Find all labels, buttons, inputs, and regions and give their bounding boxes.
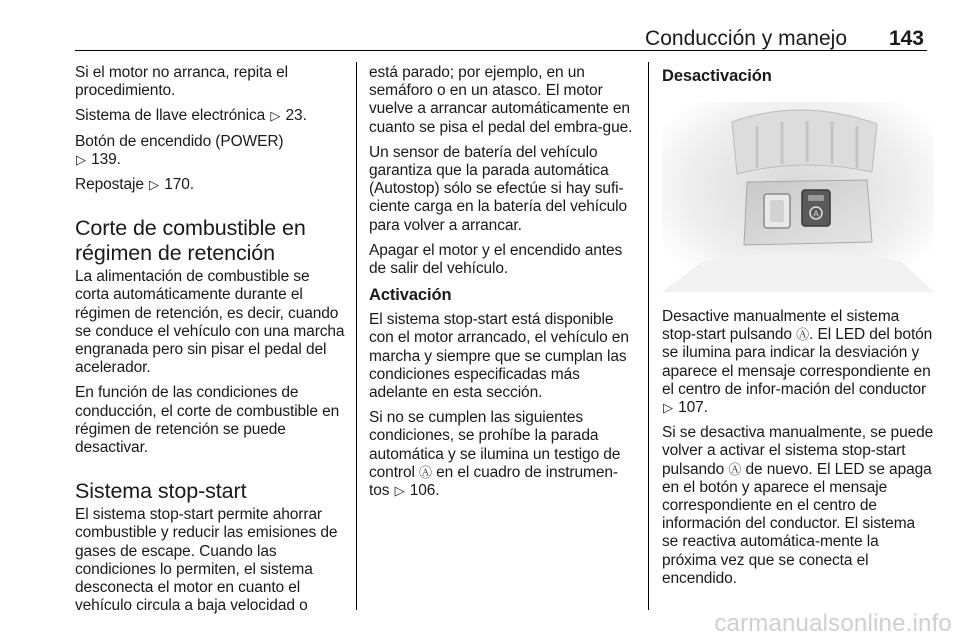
column-middle <box>369 64 634 507</box>
paragraph: El sistema stop-start está disponible con el motor arrancado, el vehículo en marcha y siempre que se cumplan las condiciones especificadas más adelante en esta sección. <box>369 311 629 402</box>
autostop-indicator-icon: Ⓐ <box>419 464 432 480</box>
page-header <box>75 28 927 51</box>
stop-start-button-illustration <box>662 102 934 292</box>
paragraph: Apagar el motor y el encendido antes de salir del vehículo. <box>369 241 623 278</box>
page-reference[interactable]: 107. <box>678 399 708 417</box>
section-heading-stop-start: Sistema stop-start <box>75 479 247 504</box>
cross-reference-arrow-icon: ▷ <box>394 483 405 499</box>
cross-reference-arrow-icon: ▷ <box>76 151 86 167</box>
page-reference[interactable]: 139. <box>91 150 121 168</box>
column-divider <box>648 62 649 610</box>
paragraph: Si se desactiva manualmente, se puede volver a activar el sistema stop-start pulsando Ⓐ de nuevo. El LED se apaga en el botón y aparece el mensaje correspondiente en el centro de información del conductor. El sistema se reactiva automática-mente la próxima vez que se conecta el encendido. <box>662 424 934 587</box>
svg-text:A: A <box>813 209 819 219</box>
dashboard-switch-panel-image <box>662 102 934 292</box>
paragraph: Desactive manualmente el sistema stop-start pulsando Ⓐ. El LED del botón se ilumina para indicar la desviación y aparece el mensaje correspondiente en el centro de infor-mación del conductor ▷ 107. <box>662 308 933 417</box>
subheading-activation: Activación <box>369 286 452 305</box>
page-reference[interactable]: 23. <box>285 107 307 125</box>
paragraph: El sistema stop-start permite ahorrar combustible y reducir las emisiones de gases de escape. Cuando las condiciones lo permiten, el sistema desconecta el motor en cuanto el vehículo circula a baja velocidad o <box>75 506 338 615</box>
paragraph: Un sensor de batería del vehículo garantiza que la parada automática (Autostop) sólo se efectúe si hay sufi-ciente carga en la batería del vehículo para volver a arrancar. <box>369 143 628 234</box>
paragraph: En función de las condiciones de conducción, el corte de combustible en régimen de retención se puede desactivar. <box>75 384 340 457</box>
paragraph: Sistema de llave electrónica ▷ 23. <box>75 107 307 125</box>
column-left <box>75 64 347 622</box>
paragraph: Si no se cumplen las siguientes condiciones, se prohíbe la parada automática y se ilumina un testigo de control Ⓐ en el cuadro de instrumen-tos ▷ 106. <box>369 409 621 500</box>
subheading-deactivation: Desactivación <box>662 67 772 85</box>
header-title: Conducción y manejo <box>645 27 847 50</box>
column-right <box>662 64 934 595</box>
paragraph: Repostaje ▷ 170. <box>75 176 195 194</box>
column-divider <box>356 62 357 610</box>
paragraph: La alimentación de combustible se corta automáticamente durante el régimen de retención, es decir, cuando se conduce el vehículo con una marcha engranada pero sin pisar el pedal del acelerador. <box>75 268 345 377</box>
page-reference[interactable]: 106. <box>409 482 440 500</box>
cross-reference-arrow-icon: ▷ <box>270 108 281 124</box>
paragraph: Botón de encendido (POWER) ▷ 139. <box>75 132 284 168</box>
watermark-url: carmanualsonline.info <box>714 610 952 637</box>
section-heading-fuel-cut: Corte de combustible en régimen de retención <box>75 216 306 266</box>
cross-reference-arrow-icon: ▷ <box>663 400 673 416</box>
paragraph: Si el motor no arranca, repita el procedimiento. <box>75 64 288 100</box>
stop-start-off-icon: Ⓐ <box>728 461 742 477</box>
page-reference[interactable]: 170. <box>164 176 195 194</box>
stop-start-off-icon: Ⓐ <box>796 327 810 343</box>
paragraph: está parado; por ejemplo, en un semáforo o en un atasco. El motor vuelve a arrancar automáticamente en cuanto se pisa el pedal del embra-gue. <box>369 64 633 136</box>
cross-reference-arrow-icon: ▷ <box>149 177 160 193</box>
page-number: 143 <box>888 27 924 50</box>
